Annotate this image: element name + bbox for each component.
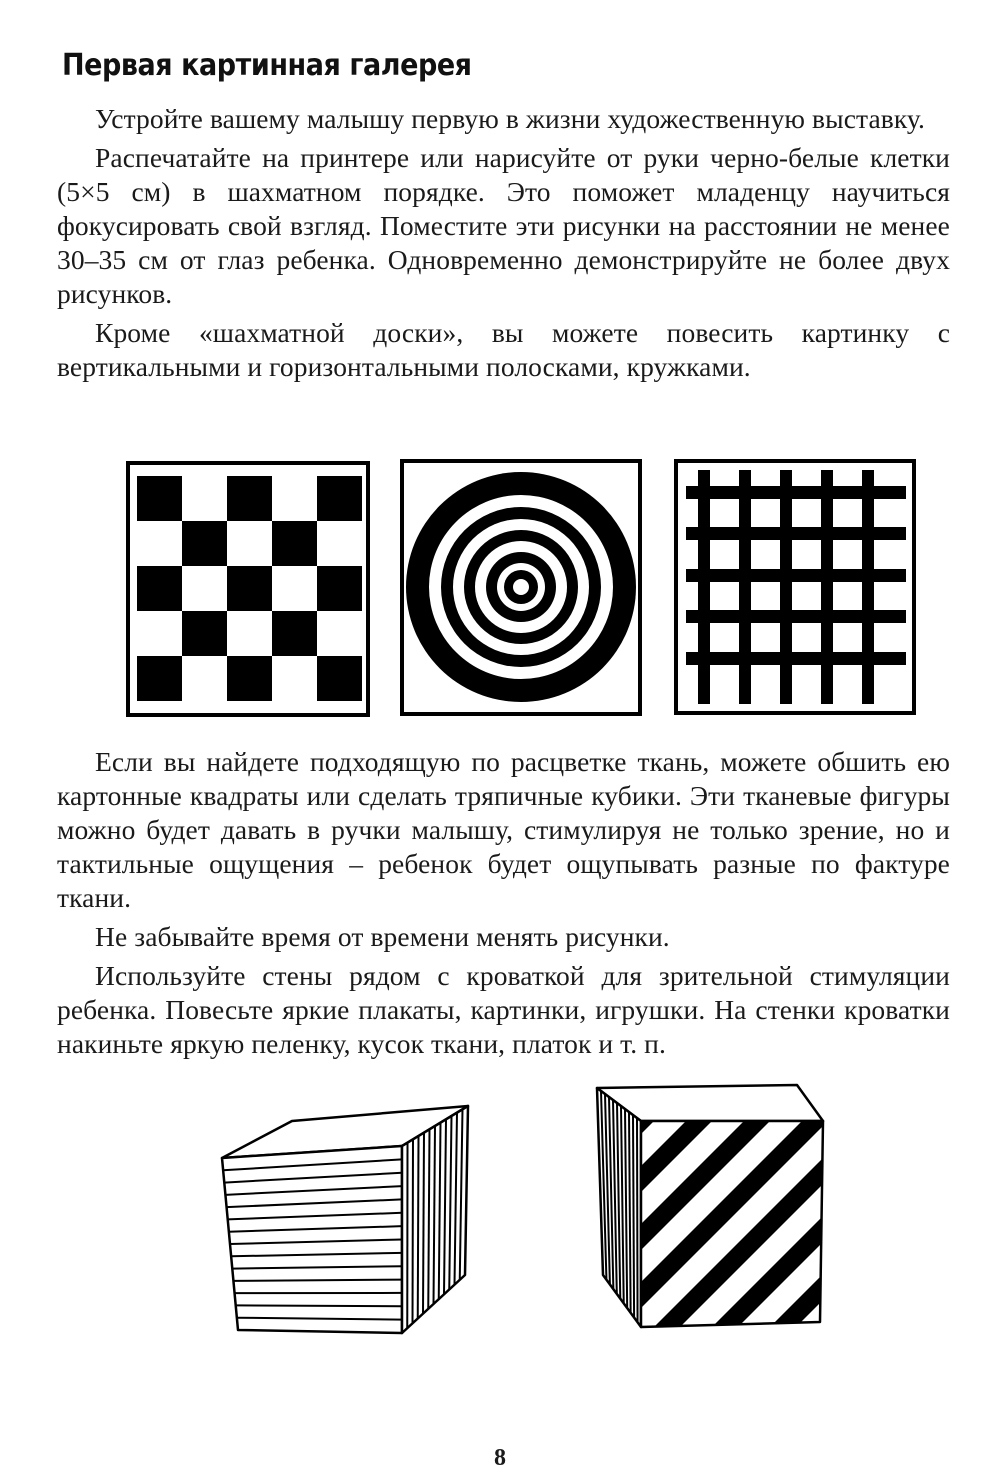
striped-cube-horizontal xyxy=(222,1106,468,1333)
concentric-circles-pattern xyxy=(402,461,640,714)
paragraph: Кроме «шахматной доски», вы можете повесить картинку с вертикальными и горизонтальными полосками, кружками. xyxy=(57,316,950,384)
paragraph: Используйте стены рядом с кроваткой для зрительной стимуляции ребенка. Повесьте яркие плакаты, картинки, игрушки. На стенки кроватки накиньте яркую пеленку, кусок ткани, платок и т. п. xyxy=(57,959,950,1061)
paragraph: Устройте вашему малышу первую в жизни художественную выставку. xyxy=(57,102,950,136)
page-number: 8 xyxy=(0,1445,1000,1472)
paragraph: Распечатайте на принтере или нарисуйте от руки черно-белые клетки (5×5 см) в шахматном порядке. Это поможет младенцу научиться фокусировать свой взгляд. Поместите эти рисунки на расстоянии не менее 30–35 см от глаз ребенка. Одновременно демонстрируйте не более двух рисунков. xyxy=(57,141,950,311)
second-text xyxy=(57,745,950,1061)
page-title: Первая картинная галерея xyxy=(62,48,472,83)
checkerboard-pattern xyxy=(128,463,368,715)
grid-lattice-pattern xyxy=(676,461,914,713)
paragraph: Если вы найдете подходящую по расцветке ткань, можете обшить ею картонные квадраты или сделать тряпичные кубики. Эти тканевые фигуры можно будет давать в ручки малышу, стимулируя не только зрение, но и тактильные ощущения – ребенок будет ощупывать разные по фактуре ткани. xyxy=(57,745,950,915)
paragraph: Не забывайте время от времени менять рисунки. xyxy=(57,920,950,954)
